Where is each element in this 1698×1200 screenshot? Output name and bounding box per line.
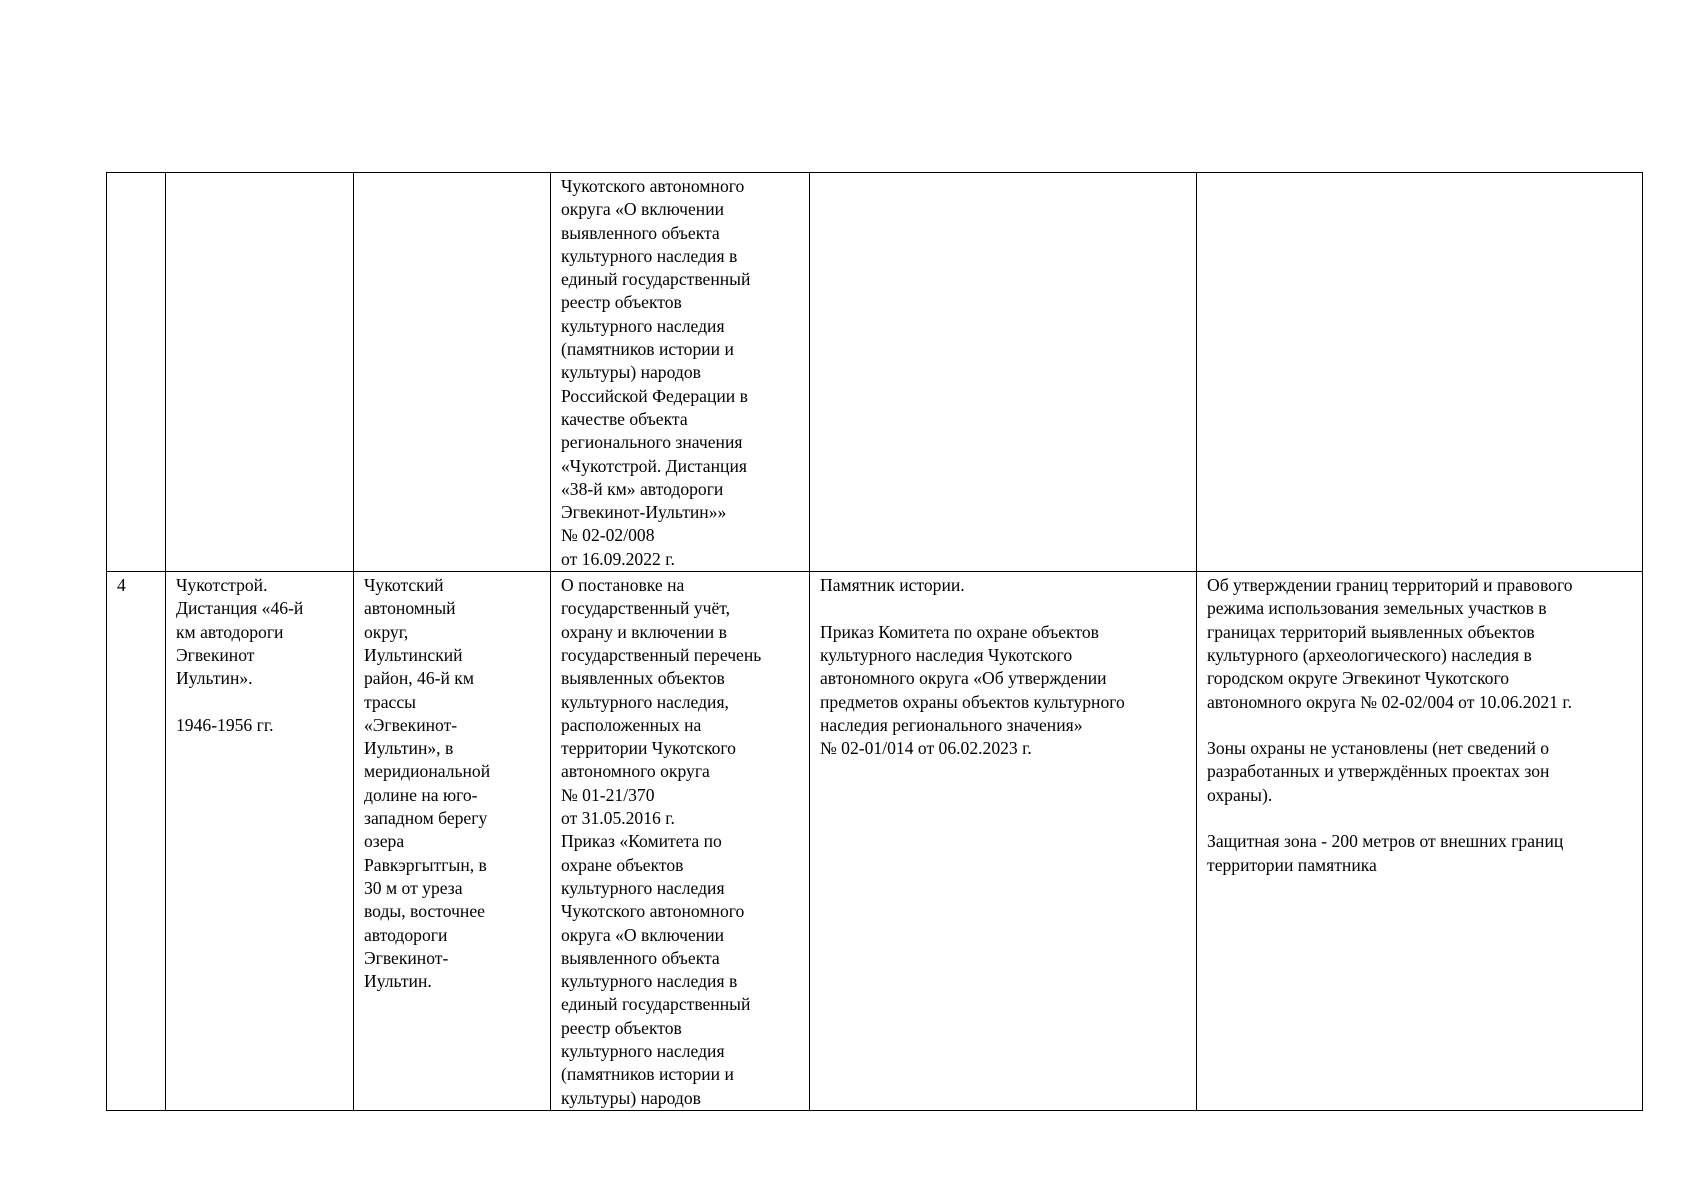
text-line: государственный учёт, [561,598,731,619]
text-line: разработанных и утверждённых проектах зон [1207,761,1550,782]
text-line: Иультин». [176,668,253,689]
text-line: «38-й км» автодороги [561,478,724,499]
text-line: государственный перечень [561,644,762,665]
text-line: Чукотского автономного [561,901,745,922]
text-line: культурного (археологического) наследия в [1207,644,1532,665]
text-line: культуры) народов [561,362,701,383]
text-line: от 16.09.2022 г. [561,548,675,569]
text-line: «Чукотстрой. Дистанция [561,455,747,476]
text-line: № 01-21/370 [561,784,655,805]
cell-territory [1197,173,1643,572]
text-line: режима использования земельных участков в [1207,598,1547,619]
text-line: Иультин», в [364,738,454,759]
text-line: автономного округа № 02-02/004 от 10.06.2021 г. [1207,691,1573,712]
protection-zones [1207,737,1632,807]
text-line: О постановке на [561,575,685,596]
text-line: территории памятника [1207,854,1377,875]
buffer-zone [1207,830,1632,877]
text-line: район, 46-й км [364,668,474,689]
text-line: культурного наследия [561,877,725,898]
document-text [561,175,799,571]
text-line: культурного наследия [561,1040,725,1061]
text-line: Эгвекинот- [364,947,449,968]
text-line: Эгвекинот [176,644,255,665]
text-line: регионального значения [561,432,743,453]
text-line: границах территорий выявленных объектов [1207,621,1535,642]
text-line: Российской Федерации в [561,385,748,406]
text-line: культурного наследия, [561,691,729,712]
text-line: автономный [364,598,456,619]
text-line: предметов охраны объектов культурного [820,691,1125,712]
text-line: км автодороги [176,621,284,642]
cell-number [107,173,166,572]
text-line: автодороги [364,924,448,945]
cell-location [354,572,551,1111]
text-line: охране объектов [561,854,684,875]
text-line: расположенных на [561,714,702,735]
text-line: охрану и включении в [561,621,727,642]
text-line: Приказ «Комитета по [561,831,722,852]
text-line: 30 м от уреза [364,877,463,898]
text-line: Зоны охраны не установлены (нет сведений о [1207,738,1550,759]
text-line: трассы [364,691,416,712]
text-line: меридиональной [364,761,491,782]
text-line: автономного округа [561,761,710,782]
text-line: наследия регионального значения» [820,714,1083,735]
text-line: реестр объектов [561,1017,682,1038]
text-line: единый государственный [561,269,751,290]
cell-territory [1197,572,1643,1111]
text-line: округа «О включении [561,924,725,945]
text-line: единый государственный [561,994,751,1015]
text-line: «Эгвекинот- [364,714,458,735]
text-line: выявленного объекта [561,222,720,243]
text-line: (памятников истории и [561,1064,734,1085]
text-line: культуры) народов [561,1087,701,1108]
text-line: западном берегу [364,808,488,829]
text-line: округа «О включении [561,199,725,220]
text-line: округ, [364,621,409,642]
text-line: Эгвекинот-Иультин»» [561,502,727,523]
text-line: Приказ Комитета по охране объектов [820,621,1099,642]
text-line: автономного округа «Об утверждении [820,668,1107,689]
cell-name [166,572,354,1111]
text-line: реестр объектов [561,292,682,313]
text-line: Чукотский [364,575,444,596]
text-line: Дистанция «46-й [176,598,304,619]
text-line: Чукотского автономного [561,176,745,196]
text-line: культурного наследия в [561,245,738,266]
text-line: городском округе Эгвекинот Чукотского [1207,668,1510,689]
text-line: Равкэргытгын, в [364,854,487,875]
text-line: долине на юго- [364,784,478,805]
text-line: озера [364,831,405,852]
object-dating: 1946-1956 гг. [176,714,274,735]
object-category: Памятник истории. [820,575,965,596]
text-line: № 02-02/008 [561,525,655,546]
cell-category [810,173,1197,572]
text-line: Об утверждении границ территорий и правового [1207,575,1573,596]
text-line: выявленных объектов [561,668,725,689]
protection-order [820,621,1186,761]
text-line: территории Чукотского [561,738,736,759]
text-line: № 02-01/014 от 06.02.2023 г. [820,738,1032,759]
table-row-continuation [107,173,1643,572]
text-line: качестве объекта [561,408,688,429]
text-line: Чукотстрой. [176,575,268,596]
text-line: (памятников истории и [561,339,734,360]
table-row-4 [107,572,1643,1111]
text-line: Иультинский [364,644,463,665]
text-line: Защитная зона - 200 метров от внешних границ [1207,831,1564,852]
territory-order [1207,574,1632,714]
text-line: культурного наследия [561,315,725,336]
cell-number [107,572,166,1111]
text-line: культурного наследия в [561,971,738,992]
object-location [364,574,540,993]
heritage-table [106,172,1643,1111]
text-line: выявленного объекта [561,947,720,968]
document-text [561,574,799,1110]
text-line: культурного наследия Чукотского [820,644,1073,665]
text-line: от 31.05.2016 г. [561,808,675,829]
text-line: охраны). [1207,784,1273,805]
cell-document [551,173,810,572]
text-line: воды, восточнее [364,901,485,922]
text-line: Иультин. [364,971,432,992]
object-name [176,574,343,690]
cell-category [810,572,1197,1111]
row-number: 4 [117,575,126,596]
cell-document [551,572,810,1111]
cell-location [354,173,551,572]
cell-name [166,173,354,572]
